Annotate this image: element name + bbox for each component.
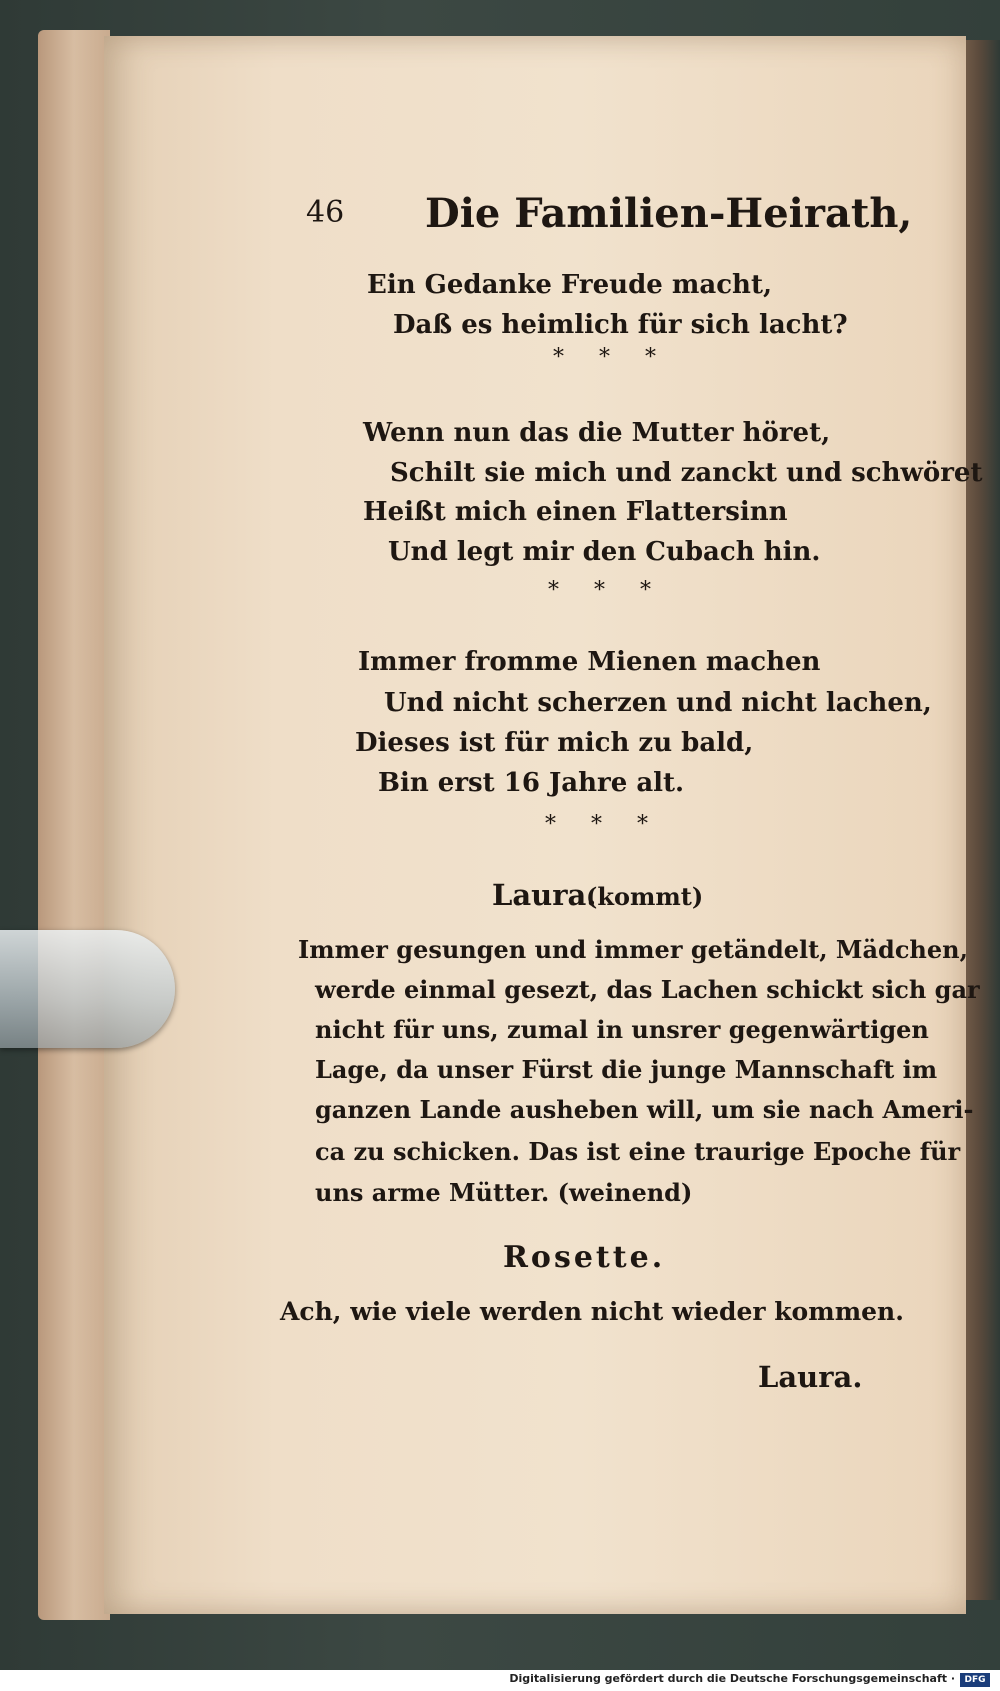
verse-line: Ein Gedanke Freude macht, xyxy=(367,270,773,300)
prose-line: werde einmal gesezt, das Lachen schickt sich gar xyxy=(315,975,980,1004)
prose-line: Lage, da unser Fürst die junge Mannschaft im xyxy=(315,1055,938,1084)
verse-line: Heißt mich einen Flattersinn xyxy=(363,497,788,527)
verse-line: Wenn nun das die Mutter höret, xyxy=(363,418,831,448)
stage-direction: (kommt) xyxy=(586,882,704,911)
prose-line: ganzen Lande ausheben will, um sie nach Ameri- xyxy=(315,1095,974,1124)
asterism-separator: * * * xyxy=(545,812,662,837)
prose-line: Immer gesungen und immer getändelt, Mädchen, xyxy=(298,935,968,964)
funding-notice: Digitalisierung gefördert durch die Deutsche Forschungsgemeinschaft · xyxy=(509,1672,955,1685)
catchword: Laura. xyxy=(758,1360,863,1394)
page-stack-left xyxy=(38,30,110,1620)
prose-line: Ach, wie viele werden nicht wieder kommen. xyxy=(280,1297,904,1326)
page-clip xyxy=(0,930,175,1048)
prose-line: ca zu schicken. Das ist eine traurige Epoche für xyxy=(315,1137,961,1166)
verse-line: Und legt mir den Cubach hin. xyxy=(388,537,821,567)
verse-line: Und nicht scherzen und nicht lachen, xyxy=(384,688,932,718)
verse-line: Immer fromme Mienen machen xyxy=(358,647,821,677)
prose-line: uns arme Mütter. (weinend) xyxy=(315,1178,693,1207)
dfg-logo: DFG xyxy=(960,1673,990,1687)
verse-line: Schilt sie mich und zanckt und schwöret xyxy=(390,458,983,488)
footer-bar xyxy=(0,1670,1000,1691)
asterism-separator: * * * xyxy=(553,345,670,370)
page-number: 46 xyxy=(306,195,345,230)
speaker-name: Laura. xyxy=(492,878,597,912)
verse-line: Daß es heimlich für sich lacht? xyxy=(393,310,848,340)
verse-line: Bin erst 16 Jahre alt. xyxy=(378,768,685,798)
verse-line: Dieses ist für mich zu bald, xyxy=(355,728,754,758)
asterism-separator: * * * xyxy=(548,578,665,603)
prose-line: nicht für uns, zumal in unsrer gegenwärtigen xyxy=(315,1015,929,1044)
running-title: Die Familien-Heirath, xyxy=(425,190,913,237)
speaker-name: Rosette. xyxy=(503,1240,666,1275)
